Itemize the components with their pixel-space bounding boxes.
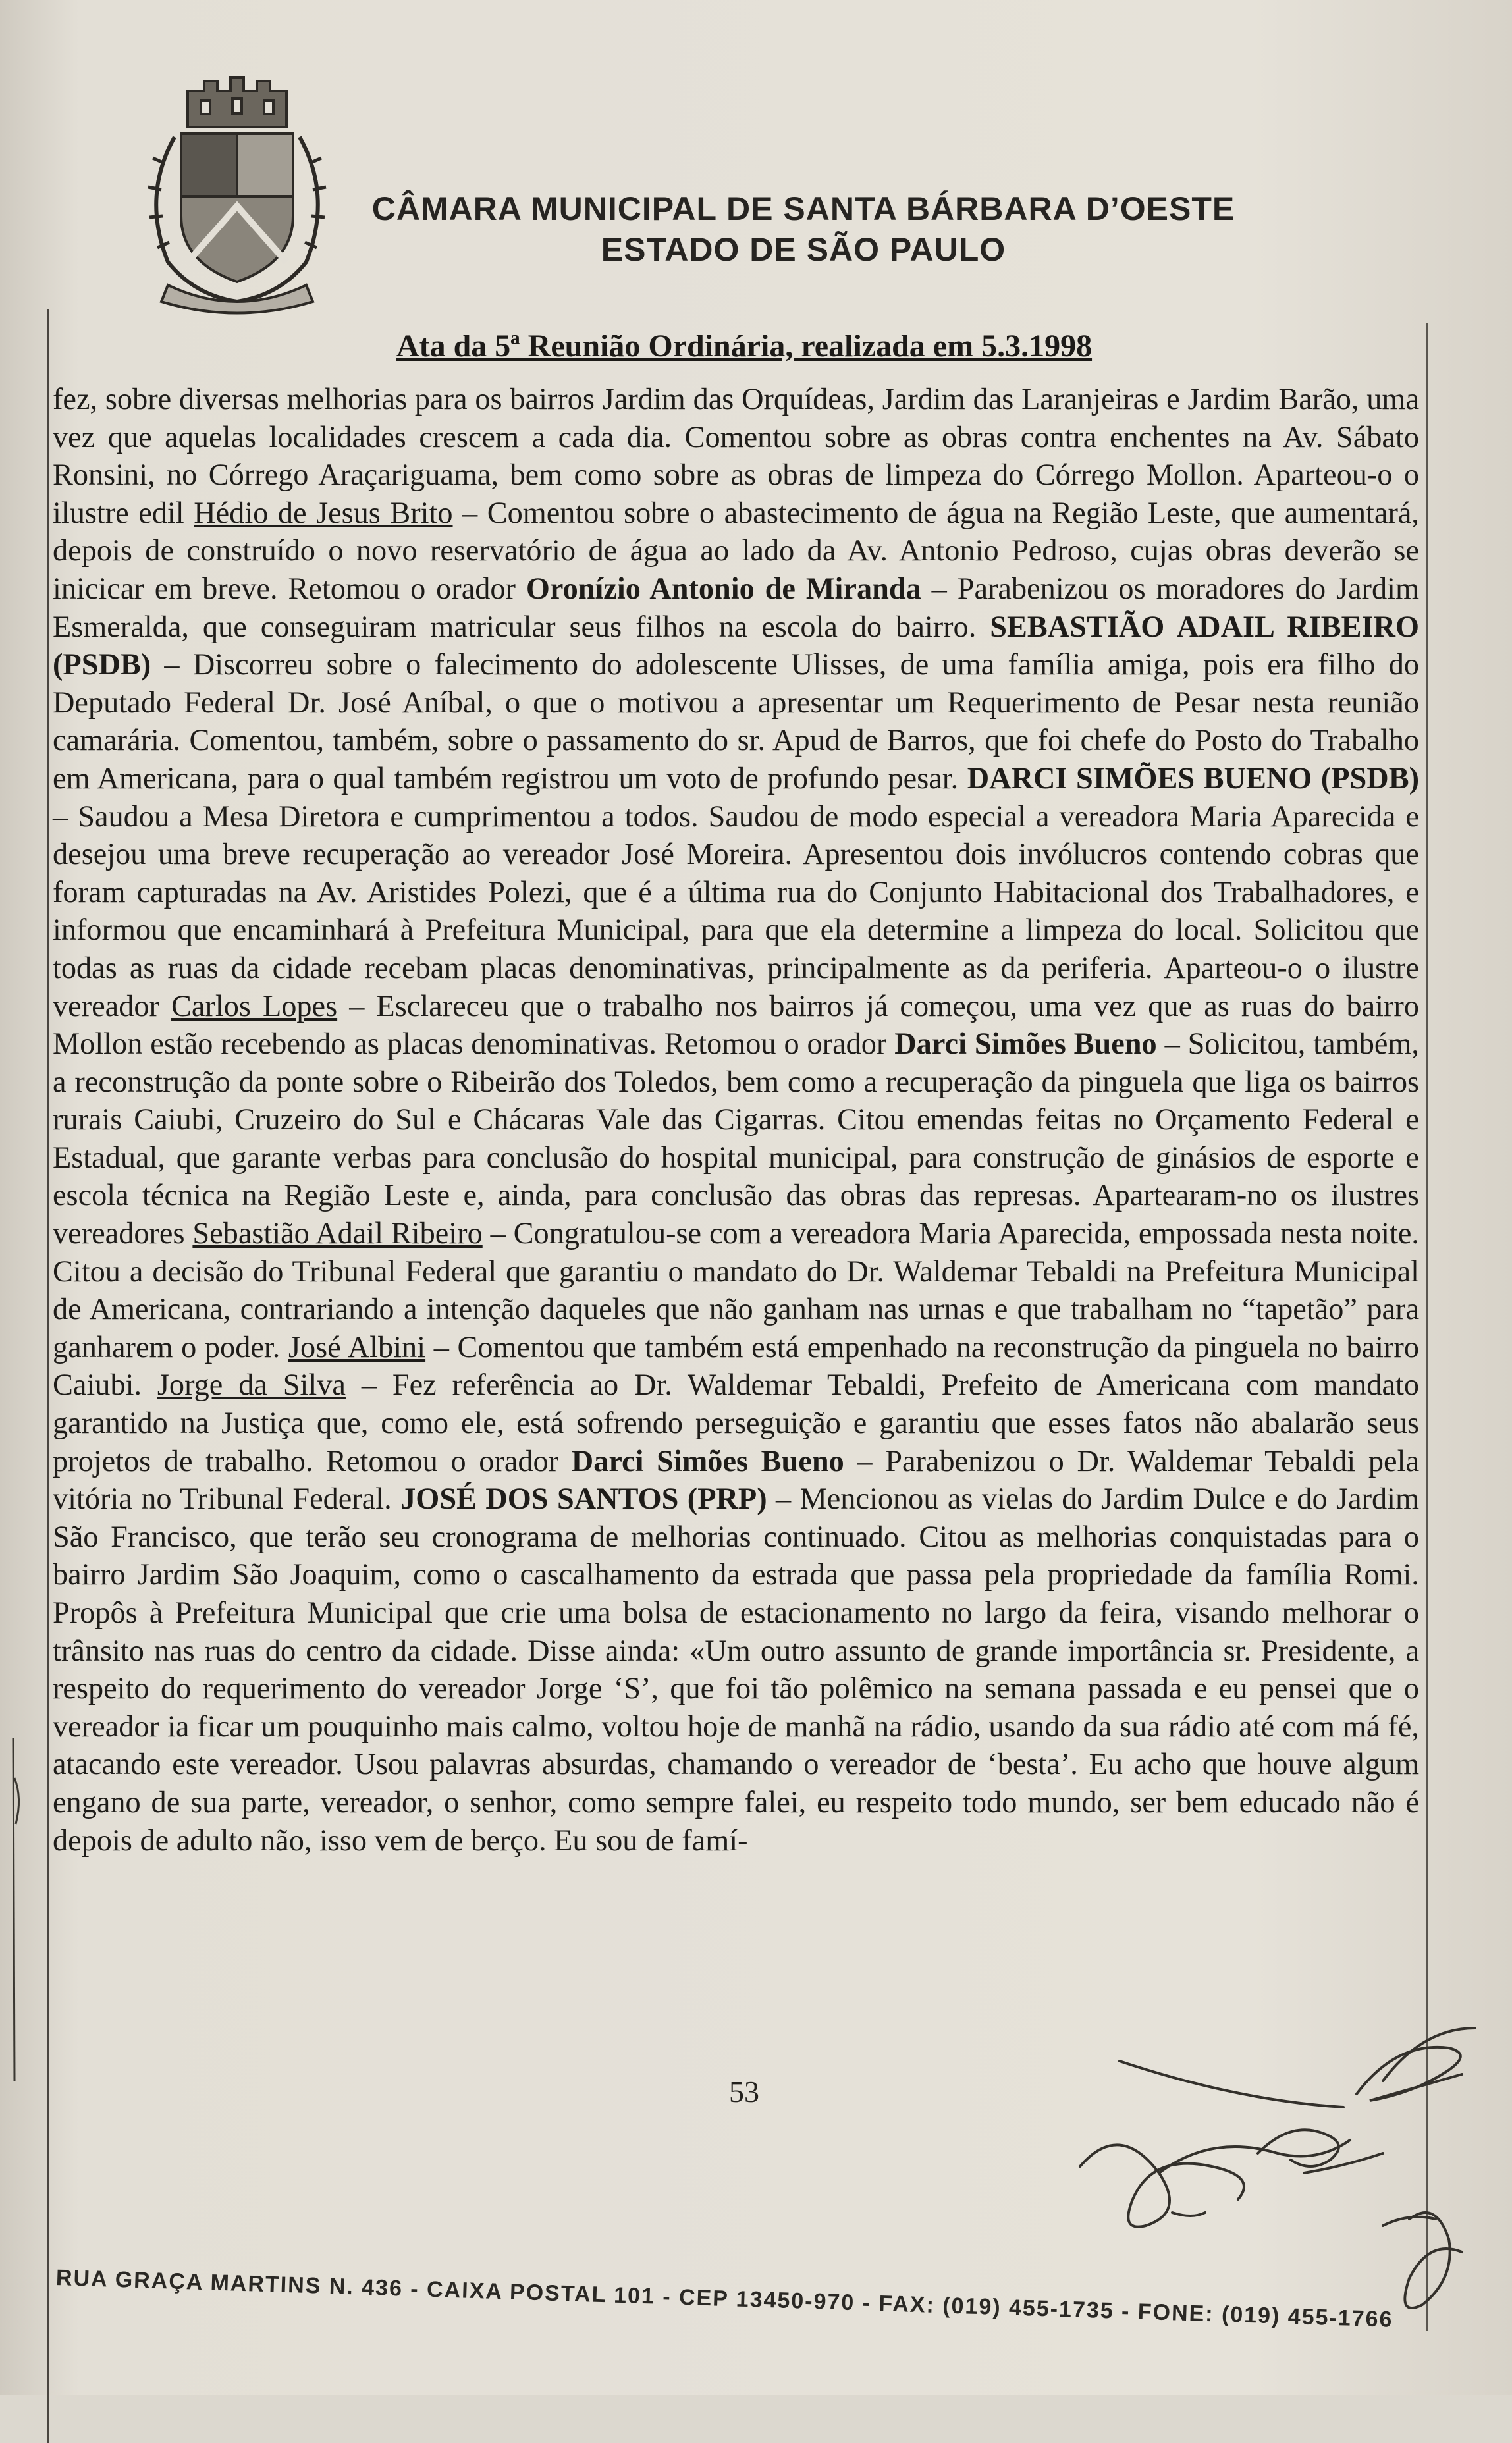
speaker-name: JOSÉ DOS SANTOS (PRP) bbox=[400, 1482, 767, 1517]
coat-of-arms-icon bbox=[128, 65, 346, 315]
speaker-name: José Albini bbox=[288, 1330, 426, 1364]
speaker-name: Carlos Lopes bbox=[171, 989, 338, 1023]
body-text-segment: – Parabenizou o Dr. Waldemar Tebaldi pela vitória no Tribunal Federal. bbox=[53, 1444, 1419, 1517]
body-text-segment: – Solicitou, também, a reconstrução da ponte sobre o Ribeirão dos Toledos, bem como a recuperação da pinguela que liga os bairros rurais Caiubi, Cruzeiro do Sul e Chácaras Vale das Cigarras. Citou emendas feitas no Orçamento Federal e Estadual, que garante verbas para conclusão do hospital municipal, para construção de ginásios de esporte e escola técnica na Região Leste e, ainda, para conclusão das obras das represas. Apartearam-no os ilustres vereadores bbox=[53, 1027, 1419, 1251]
speaker-name: Darci Simões Bueno bbox=[571, 1444, 844, 1478]
left-margin-rule bbox=[47, 309, 49, 2443]
speaker-name: SEBASTIÃO ADAIL RIBEIRO (PSDB) bbox=[53, 610, 1419, 682]
minutes-paragraph bbox=[53, 381, 1419, 1860]
speaker-name: DARCI SIMÕES BUENO (PSDB) bbox=[967, 761, 1419, 795]
body-text-segment: – Congratulou-se com a vereadora Maria Aparecida, empossada nesta noite. Citou a decisão do Tribunal Federal que garantiu o mandato do Dr. Waldemar Tebaldi na Prefeitura Municipal de Americana, contrariando a intenção daqueles que não ganham nas urnas e que trabalham no “tapetão” para ganharem o poder. bbox=[53, 1217, 1419, 1364]
speaker-name: Darci Simões Bueno bbox=[894, 1027, 1157, 1061]
body-text-segment: – Esclareceu que o trabalho nos bairros já começou, uma vez que as ruas do bairro Mollon estão recebendo as placas denominativas. Retomou o orador bbox=[53, 989, 1419, 1061]
body-text-segment: – Discorreu sobre o falecimento do adolescente Ulisses, de uma família amiga, pois era filho do Deputado Federal Dr. José Aníbal, o que o motivou a apresentar um Requerimento de Pesar nesta reunião camarária. Comentou, também, sobre o passamento do sr. Apud de Barros, que foi chefe do Posto do Trabalho em Americana, para o qual também registrou um voto de profundo pesar. bbox=[53, 648, 1419, 795]
body-text-segment: – Parabenizou os moradores do Jardim Esmeralda, que conseguiram matricular seus filhos na escola do bairro. bbox=[53, 572, 1419, 644]
footer-address: RUA GRAÇA MARTINS N. 436 - CAIXA POSTAL 101 - CEP 13450-970 - FAX: (019) 455-1735 - FONE: (019) 455-1766 bbox=[55, 2265, 1394, 2332]
speaker-name: Sebastião Adail Ribeiro bbox=[192, 1217, 483, 1251]
page-number: 53 bbox=[729, 2075, 759, 2108]
speaker-name: Oronízio Antonio de Miranda bbox=[526, 572, 921, 606]
speaker-name: Hédio de Jesus Brito bbox=[194, 496, 453, 530]
body-text-segment: – Comentou que também está empenhado na reconstrução da pinguela no bairro Caiubi. bbox=[53, 1330, 1420, 1403]
body-text-segment: fez, sobre diversas melhorias para os bairros Jardim das Orquídeas, Jardim das Laranjeiras e Jardim Barão, uma vez que aquelas localidades crescem a cada dia. Comentou sobre as obras contra enchentes na Av. Sábato Ronsini, no Córrego Araçariguama, bem como sobre as obras de limpeza do Córrego Mollon. Aparteou-o o ilustre edil bbox=[53, 383, 1419, 530]
body-text-segment: – Comentou sobre o abastecimento de água na Região Leste, que aumentará, depois de construído o novo reservatório de água ao lado da Av. Antonio Pedroso, cujas obras deverão se inicicar em breve. Retomou o orador bbox=[53, 496, 1419, 606]
speaker-name: Jorge da Silva bbox=[157, 1368, 346, 1403]
minutes-body bbox=[53, 381, 1419, 1860]
institution-name: CÂMARA MUNICIPAL DE SANTA BÁRBARA D’OESTE bbox=[371, 190, 1235, 227]
minutes-title: Ata da 5ª Reunião Ordinária, realizada em 5.3.1998 bbox=[396, 329, 1093, 363]
state-name: ESTADO DE SÃO PAULO bbox=[601, 231, 1006, 268]
body-text-segment: – Mencionou as vielas do Jardim Dulce e do Jardim São Francisco, que terão seu cronograma de melhorias continuado. Citou as melhorias conquistadas para o bairro Jardim São Joaquim, como o cascalhamento da estrada que passa pela propriedade da família Romi. Propôs à Prefeitura Municipal que crie uma bolsa de estacionamento no largo da feira, visando melhorar o trânsito nas ruas do centro da cidade. Disse ainda: «Um outro assunto de grande importância sr. Presidente, a respeito do requerimento do vereador Jorge ‘S’, que foi tão polêmico na semana passada e eu pensei que o vereador ia ficar um pouquinho mais calmo, voltou hoje de manhã na rádio, usando da sua rádio até com má fé, atacando este vereador. Usou palavras absurdas, chamando o vereador de ‘besta’. Eu acho que houve algum engano de sua parte, vereador, o senhor, como sempre falei, eu respeito todo mundo, ser bem educado não é depois de adulto não, isso vem de berço. Eu sou de famí- bbox=[53, 1482, 1420, 1858]
body-text-segment: – Fez referência ao Dr. Waldemar Tebaldi, Prefeito de Americana com mandato garantido na Justiça que, como ele, está sofrendo perseguição e garantiu que esses fatos não abalarão seus projetos de trabalho. Retomou o orador bbox=[53, 1368, 1420, 1478]
body-text-segment: – Saudou a Mesa Diretora e cumprimentou a todos. Saudou de modo especial a vereadora Maria Aparecida e desejou uma breve recuperação ao vereador José Moreira. Apresentou dois invólucros contendo cobras que foram capturadas na Av. Aristides Polezi, que é a última rua do Conjunto Habitacional dos Trabalhadores, e informou que encaminhará à Prefeitura Municipal, para que ela determine a limpeza do local. Solicitou que todas as ruas da cidade recebam placas denominativas, principalmente as da periferia. Aparteou-o o ilustre vereador bbox=[53, 799, 1419, 1023]
margin-mark-icon bbox=[0, 1738, 26, 2081]
